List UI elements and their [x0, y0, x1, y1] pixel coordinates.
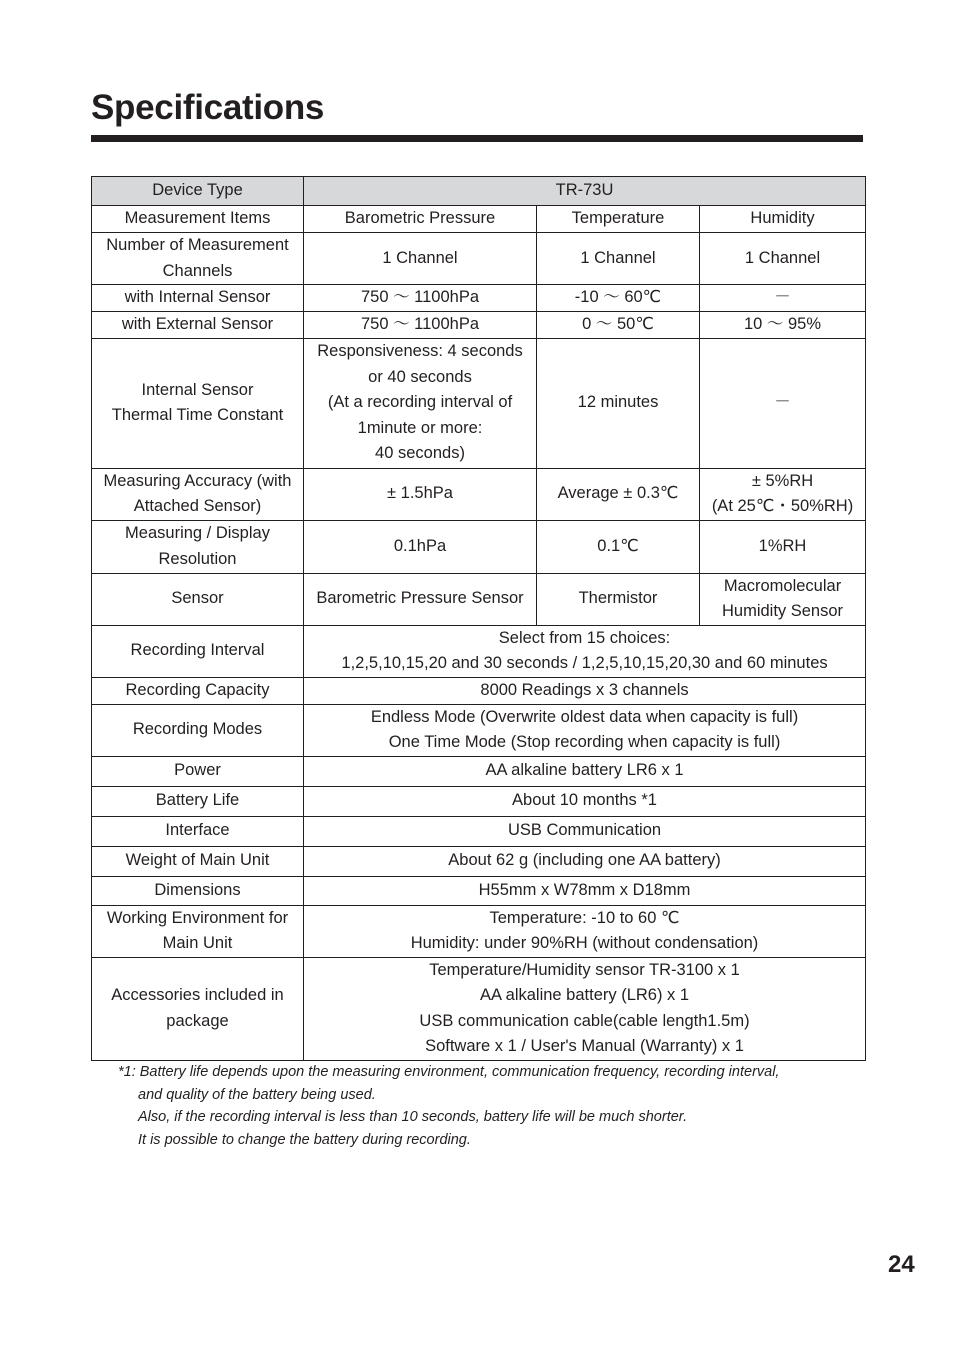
table-row — [92, 338, 866, 468]
cell-line: 0 ～ 50℃ — [582, 315, 654, 333]
cell-line: Select from 15 choices: — [498, 628, 671, 647]
cell-line: About 62 g (including one AA battery) — [448, 851, 721, 870]
cell-line: 1 Channel — [580, 248, 656, 267]
cell-line: Humidity: under 90%RH (without condensation) — [410, 934, 759, 952]
cell-line: － — [774, 393, 791, 412]
cell-line: Measuring / Display — [125, 524, 270, 542]
cell-line: Temperature: -10 to 60 ℃ — [489, 908, 680, 927]
table-row — [92, 846, 866, 876]
table-row — [92, 625, 866, 677]
row-value — [537, 312, 700, 339]
cell-line: Accessories included in — [111, 986, 284, 1004]
cell-line: ± 1.5hPa — [387, 484, 453, 503]
cell-line: Temperature/Humidity sensor TR-3100 x 1 — [429, 960, 740, 979]
cell-line: Humidity Sensor — [721, 602, 844, 620]
cell-line: Dimensions — [154, 880, 241, 899]
cell-line: with External Sensor — [121, 315, 274, 333]
row-value — [304, 876, 866, 905]
cell-line: 12 minutes — [577, 393, 659, 412]
cell-line: Main Unit — [162, 934, 233, 952]
cell-line: 1 Channel — [744, 248, 821, 267]
cell-line: 1,2,5,10,15,20 and 30 seconds / 1,2,5,10,15,20,30 and 60 minutes — [341, 654, 828, 672]
page-title: Specifications — [91, 88, 325, 127]
cell-line: Power — [174, 761, 221, 780]
cell-line: Measurement Items — [124, 209, 271, 228]
row-value — [700, 338, 866, 468]
cell-line: － — [774, 288, 791, 307]
row-value — [700, 285, 866, 312]
row-value — [304, 957, 866, 1060]
cell-line: AA alkaline battery LR6 x 1 — [485, 761, 684, 780]
row-value — [304, 625, 866, 677]
row-value — [304, 846, 866, 876]
cell-line: 1minute or more: — [357, 418, 483, 437]
cell-line: Sensor — [171, 589, 224, 608]
cell-line: One Time Mode (Stop recording when capacity is full) — [388, 733, 781, 751]
cell-line: 1 Channel — [382, 248, 458, 267]
cell-line: 1%RH — [758, 536, 807, 555]
cell-line: 0.1℃ — [597, 536, 639, 555]
row-value — [304, 677, 866, 704]
table-row — [92, 876, 866, 905]
row-label — [92, 285, 304, 312]
cell-line: Working Environment for — [106, 908, 289, 927]
cell-line: Macromolecular — [723, 576, 842, 595]
cell-line: Number of Measurement — [106, 236, 289, 254]
footnote-line: *1: Battery life depends upon the measuring environment, communication frequency, recording interval, — [118, 1064, 780, 1080]
row-label — [92, 312, 304, 339]
row-label — [92, 756, 304, 786]
row-label — [92, 206, 304, 233]
row-value — [304, 468, 537, 520]
row-label — [92, 520, 304, 573]
row-value — [304, 338, 537, 468]
table-row — [92, 520, 866, 573]
cell-line: 40 seconds) — [375, 444, 465, 463]
table-row — [92, 816, 866, 846]
row-value — [537, 338, 700, 468]
row-label — [92, 957, 304, 1060]
row-value — [304, 573, 537, 625]
row-value — [537, 233, 700, 285]
row-label — [92, 816, 304, 846]
cell-line: Temperature — [571, 209, 665, 228]
row-value — [537, 468, 700, 520]
cell-line: package — [166, 1011, 229, 1030]
cell-line: Thermal Time Constant — [111, 406, 284, 424]
table-row — [92, 285, 866, 312]
cell-line: 750 ～ 1100hPa — [360, 288, 480, 307]
cell-line: Humidity — [750, 209, 815, 228]
table-row — [92, 786, 866, 816]
device-type-label: Device Type — [92, 177, 304, 206]
cell-line: Internal Sensor — [141, 380, 254, 399]
footnote-line: It is possible to change the battery during recording. — [138, 1131, 471, 1148]
table-row — [92, 905, 866, 957]
cell-line: Responsiveness: 4 seconds — [317, 342, 523, 361]
cell-line: with Internal Sensor — [124, 288, 271, 307]
row-value — [304, 520, 537, 573]
cell-line: About 10 months *1 — [512, 791, 657, 810]
cell-line: Channels — [162, 261, 233, 280]
row-value — [700, 573, 866, 625]
table-row — [92, 704, 866, 756]
cell-line: Barometric Pressure Sensor — [316, 589, 524, 608]
row-value — [304, 704, 866, 756]
cell-line: Recording Interval — [130, 641, 265, 660]
device-type-value: TR-73U — [304, 177, 866, 206]
cell-line: H55mm x W78mm x D18mm — [478, 880, 691, 899]
cell-line: Weight of Main Unit — [125, 851, 270, 870]
table-row — [92, 573, 866, 625]
cell-line: Software x 1 / User's Manual (Warranty) x 1 — [425, 1037, 744, 1055]
row-label — [92, 677, 304, 704]
row-value — [700, 233, 866, 285]
row-label — [92, 846, 304, 876]
cell-line: 750 ～ 1100hPa — [360, 315, 480, 333]
row-value — [304, 905, 866, 957]
cell-line: 10 ～ 95% — [743, 315, 822, 333]
footnotes — [118, 1061, 878, 1151]
table-row — [92, 468, 866, 520]
row-value — [700, 312, 866, 339]
title-rule — [91, 135, 863, 142]
cell-line: (At a recording interval of — [327, 393, 513, 412]
cell-line: AA alkaline battery (LR6) x 1 — [479, 986, 690, 1004]
row-value — [304, 206, 537, 233]
cell-line: 8000 Readings x 3 channels — [480, 680, 689, 699]
footnote-line: and quality of the battery being used. — [138, 1086, 376, 1103]
table-row — [92, 677, 866, 704]
cell-line: USB communication cable(cable length1.5m) — [419, 1011, 750, 1030]
row-value — [700, 468, 866, 520]
row-value — [304, 786, 866, 816]
row-value — [700, 206, 866, 233]
cell-line: Battery Life — [155, 791, 240, 810]
row-value — [537, 285, 700, 312]
row-label — [92, 704, 304, 756]
cell-line: Average ± 0.3℃ — [557, 484, 679, 503]
row-value — [304, 312, 537, 339]
row-label — [92, 573, 304, 625]
row-value — [304, 285, 537, 312]
cell-line: ± 5%RH — [751, 471, 814, 490]
row-label — [92, 338, 304, 468]
cell-line: USB Communication — [507, 821, 662, 840]
cell-line: Measuring Accuracy (with — [103, 471, 292, 490]
cell-line: Thermistor — [578, 589, 658, 608]
cell-line: Attached Sensor) — [133, 497, 262, 515]
cell-line: or 40 seconds — [368, 367, 472, 386]
row-value — [304, 756, 866, 786]
cell-line: Interface — [165, 821, 230, 840]
row-value — [700, 520, 866, 573]
cell-line: Recording Modes — [132, 720, 263, 739]
specifications-table — [91, 176, 866, 1061]
row-label — [92, 786, 304, 816]
row-label — [92, 905, 304, 957]
table-row — [92, 957, 866, 1060]
cell-line: Recording Capacity — [125, 680, 270, 699]
row-label — [92, 468, 304, 520]
table-row — [92, 756, 866, 786]
row-label — [92, 233, 304, 285]
table-row — [92, 233, 866, 285]
cell-line: (At 25℃・50%RH) — [711, 497, 854, 515]
cell-line: Endless Mode (Overwrite oldest data when capacity is full) — [370, 707, 799, 726]
row-value — [537, 573, 700, 625]
row-value — [537, 520, 700, 573]
row-value — [537, 206, 700, 233]
row-value — [304, 233, 537, 285]
table-row — [92, 206, 866, 233]
table-header-row — [92, 177, 866, 206]
row-label — [92, 876, 304, 905]
cell-line: 0.1hPa — [393, 536, 447, 555]
cell-line: -10 ～ 60℃ — [574, 288, 662, 307]
table-row — [92, 312, 866, 339]
footnote-line: Also, if the recording interval is less than 10 seconds, battery life will be much shorter. — [138, 1109, 688, 1125]
row-label — [92, 625, 304, 677]
cell-line: Resolution — [158, 549, 237, 568]
page-number: 24 — [888, 1251, 915, 1278]
row-value — [304, 816, 866, 846]
cell-line: Barometric Pressure — [344, 209, 496, 228]
